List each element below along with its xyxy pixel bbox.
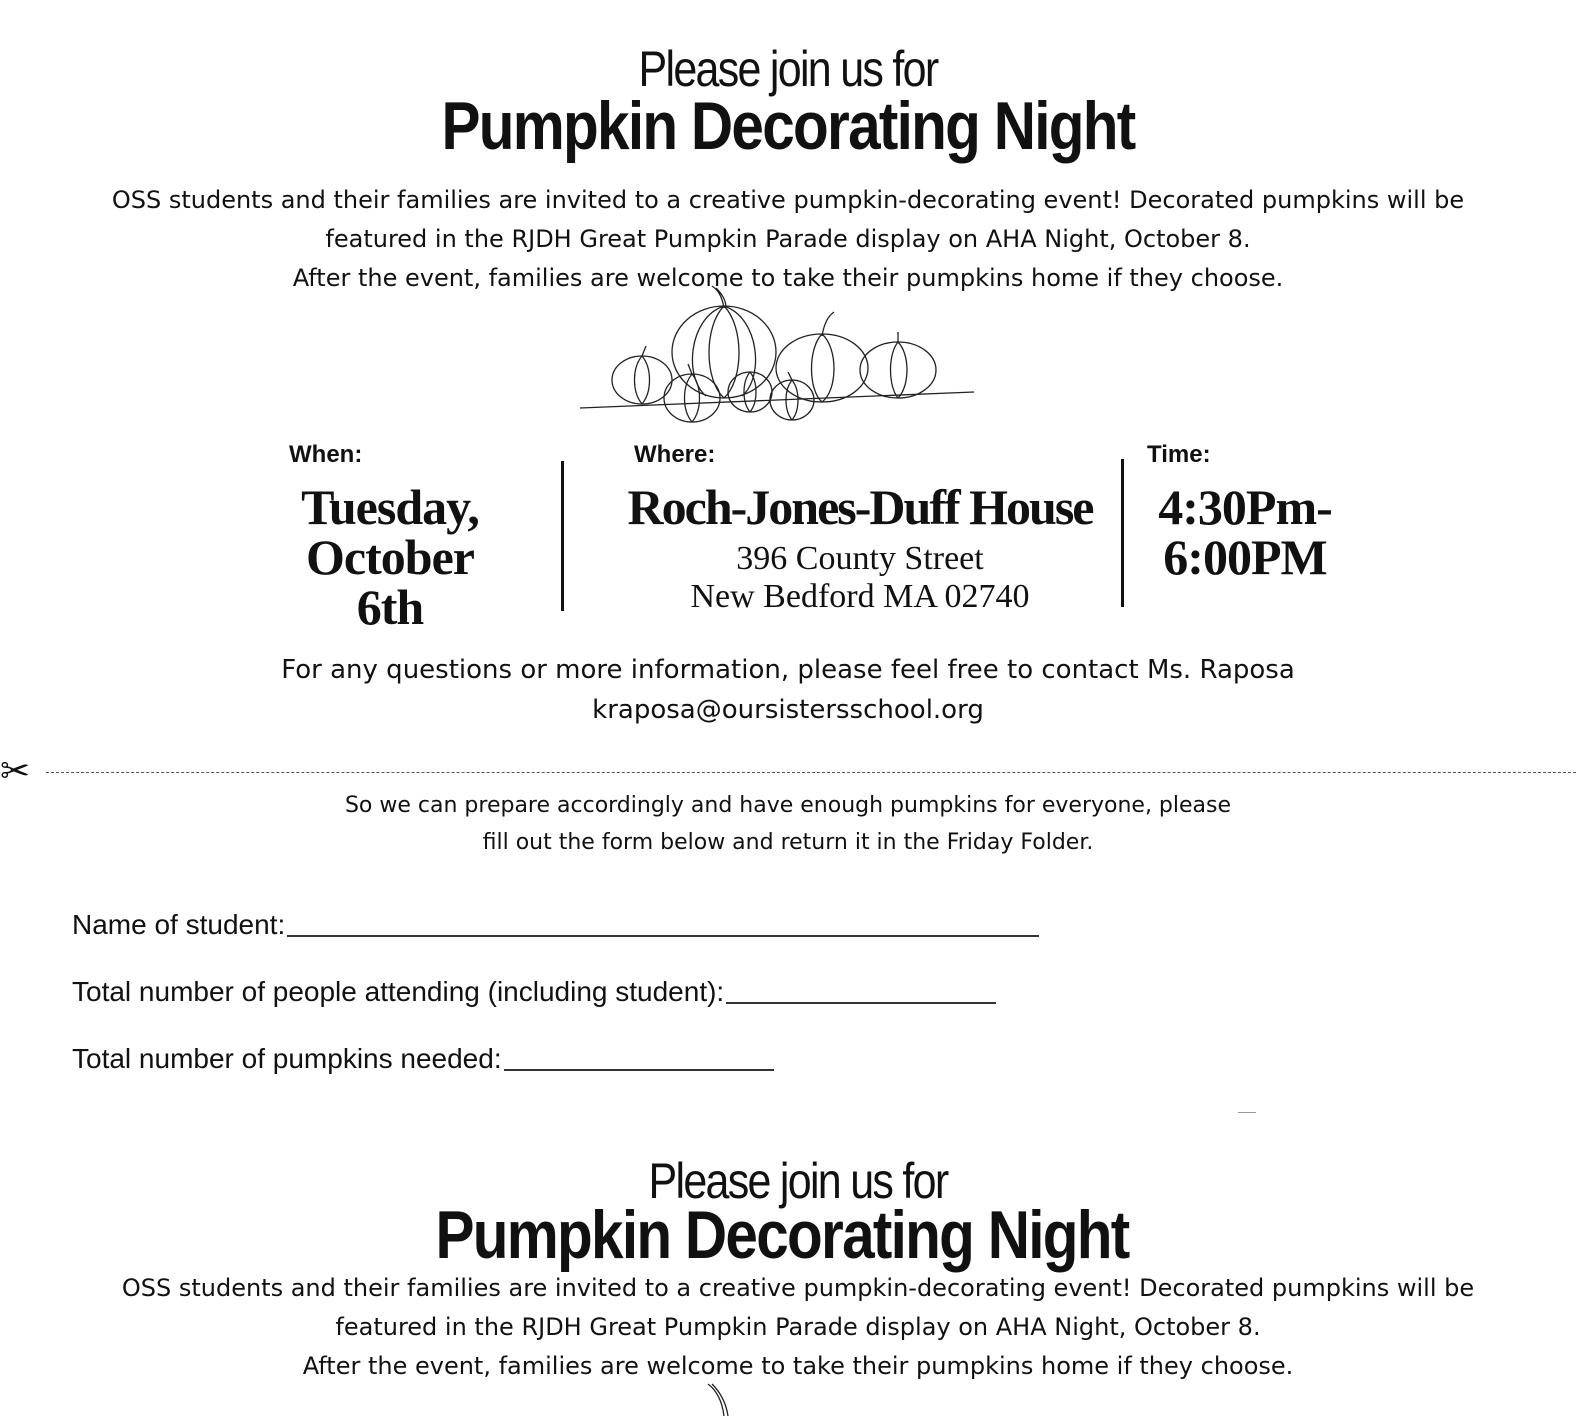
contact-block	[0, 650, 1576, 730]
pumpkins-label: Total number of pumpkins needed:	[72, 1043, 502, 1074]
when-line: Tuesday,	[301, 479, 479, 535]
student-name-field[interactable]	[287, 935, 1039, 937]
page-mark	[1238, 1112, 1256, 1113]
intro-line: After the event, families are welcome to take their pumpkins home if they choose.	[292, 264, 1284, 292]
when-line: 6th	[356, 579, 424, 635]
when-line: October	[306, 529, 474, 585]
attendees-field[interactable]	[726, 1002, 996, 1004]
time-line: 6:00PM	[1163, 529, 1327, 585]
column-divider	[1121, 459, 1124, 607]
pumpkins-field[interactable]	[504, 1069, 774, 1071]
column-divider	[561, 461, 564, 611]
where-address	[620, 540, 1100, 616]
attendees-label: Total number of people attending (including student):	[72, 976, 725, 1007]
invite-title-repeat: Pumpkin Decorating Night	[435, 1197, 1129, 1273]
intro-line: OSS students and their families are invited to a creative pumpkin-decorating event! Decorated pumpkins will be	[121, 1274, 1475, 1302]
address-line: New Bedford MA 02740	[690, 578, 1030, 615]
time-value	[1150, 479, 1340, 585]
invite-title: Pumpkin Decorating Night	[441, 88, 1135, 164]
intro-line: OSS students and their families are invited to a creative pumpkin-decorating event! Decorated pumpkins will be	[111, 186, 1465, 214]
student-name-row	[72, 908, 1039, 942]
invite-kicker-repeat: Please join us for	[648, 1153, 948, 1209]
instructions-line: fill out the form below and return it in the Friday Folder.	[482, 830, 1094, 855]
when-value	[290, 479, 490, 635]
intro-line: After the event, families are welcome to take their pumpkins home if they choose.	[302, 1352, 1294, 1380]
where-name: Roch-Jones-Duff House	[627, 479, 1093, 535]
rsvp-instructions	[0, 787, 1576, 861]
invite-intro-repeat	[10, 1269, 1576, 1386]
contact-line: For any questions or more information, please feel free to contact Ms. Raposa	[281, 655, 1295, 685]
student-name-label: Name of student:	[72, 909, 286, 940]
time-label: Time:	[1147, 441, 1211, 468]
cut-line	[46, 772, 1576, 773]
scissors-icon: ✂	[0, 751, 31, 792]
instructions-line: So we can prepare accordingly and have enough pumpkins for everyone, please	[344, 793, 1232, 818]
intro-line: featured in the RJDH Great Pumpkin Parade display on AHA Night, October 8.	[325, 225, 1251, 253]
pumpkins-line-art-icon	[576, 282, 980, 432]
contact-email[interactable]: kraposa@oursistersschool.org	[592, 695, 984, 725]
when-label: When:	[289, 441, 363, 468]
pumpkins-row	[72, 1042, 774, 1076]
attendees-row	[72, 975, 996, 1009]
where-label: Where:	[634, 441, 716, 468]
time-line: 4:30Pm-	[1158, 479, 1332, 535]
pumpkin-stem-icon	[700, 1382, 740, 1416]
invite-intro	[0, 181, 1576, 298]
address-line: 396 County Street	[736, 540, 984, 577]
intro-line: featured in the RJDH Great Pumpkin Parade display on AHA Night, October 8.	[335, 1313, 1261, 1341]
invite-kicker: Please join us for	[638, 41, 938, 97]
